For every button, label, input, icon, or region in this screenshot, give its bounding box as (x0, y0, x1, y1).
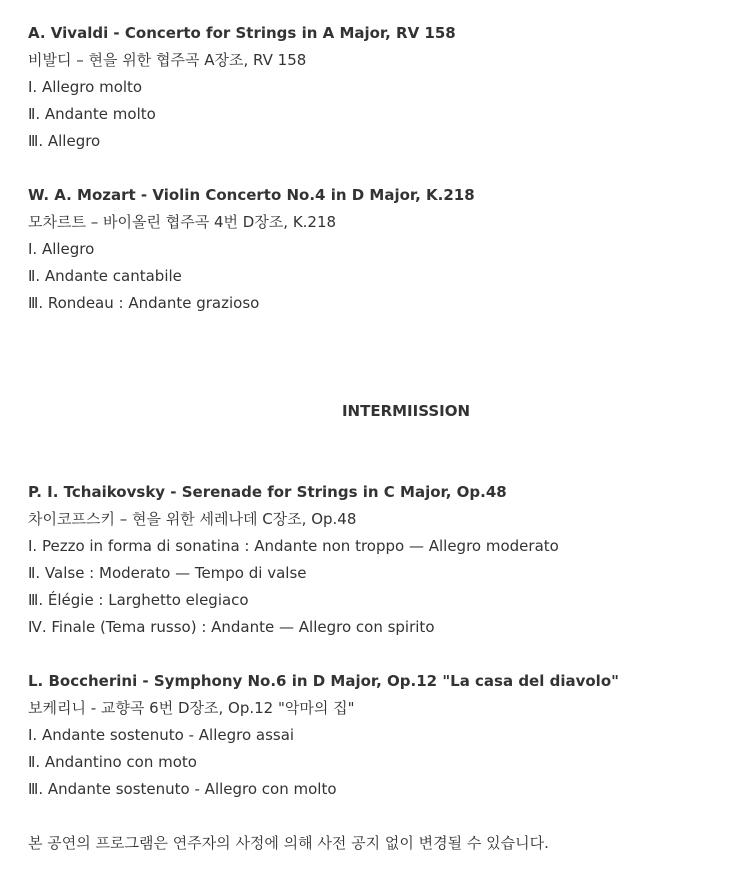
program-change-notice: 본 공연의 프로그램은 연주자의 사정에 의해 사전 공지 없이 변경될 수 있습니다. (28, 834, 549, 852)
movement: Ⅰ. Andante sostenuto - Allegro assai (28, 726, 295, 744)
movement: Ⅱ. Andante molto (28, 105, 156, 123)
piece-title: P. I. Tchaikovsky - Serenade for Strings in C Major, Op.48 (28, 483, 507, 501)
piece-korean-title: 비발디 – 현을 위한 협주곡 A장조, RV 158 (28, 51, 307, 69)
movement: Ⅲ. Rondeau : Andante grazioso (28, 294, 260, 312)
piece-korean-title: 모차르트 – 바이올린 협주곡 4번 D장조, K.218 (28, 213, 337, 231)
movement: Ⅳ. Finale (Tema russo) : Andante — Allegro con spirito (28, 618, 435, 636)
movement: Ⅰ. Allegro molto (28, 78, 143, 96)
piece-title: L. Boccherini - Symphony No.6 in D Major, Op.12 "La casa del diavolo" (28, 672, 619, 690)
movement: Ⅱ. Andante cantabile (28, 267, 182, 285)
intermission-heading: INTERMIISSION (341, 402, 471, 420)
movement: Ⅲ. Élégie : Larghetto elegiaco (28, 591, 249, 609)
movement: Ⅲ. Allegro (28, 132, 101, 150)
movement: Ⅰ. Pezzo in forma di sonatina : Andante non troppo — Allegro moderato (28, 537, 559, 555)
first-half (28, 20, 728, 317)
piece-vivaldi (28, 20, 728, 155)
piece-korean-title: 보케리니 - 교향곡 6번 D장조, Op.12 "악마의 집" (28, 699, 355, 717)
movement: Ⅱ. Valse : Moderato — Tempo di valse (28, 564, 307, 582)
piece-korean-title: 차이코프스키 – 현을 위한 세레나데 C장조, Op.48 (28, 510, 357, 528)
piece-title: A. Vivaldi - Concerto for Strings in A Major, RV 158 (28, 24, 456, 42)
piece-title: W. A. Mozart - Violin Concerto No.4 in D Major, K.218 (28, 186, 475, 204)
concert-program (28, 20, 728, 857)
second-half (28, 479, 728, 803)
movement: Ⅱ. Andantino con moto (28, 753, 197, 771)
piece-boccherini (28, 668, 728, 803)
movement: Ⅲ. Andante sostenuto - Allegro con molto (28, 780, 337, 798)
piece-mozart (28, 182, 728, 317)
piece-tchaikovsky (28, 479, 728, 641)
movement: Ⅰ. Allegro (28, 240, 95, 258)
